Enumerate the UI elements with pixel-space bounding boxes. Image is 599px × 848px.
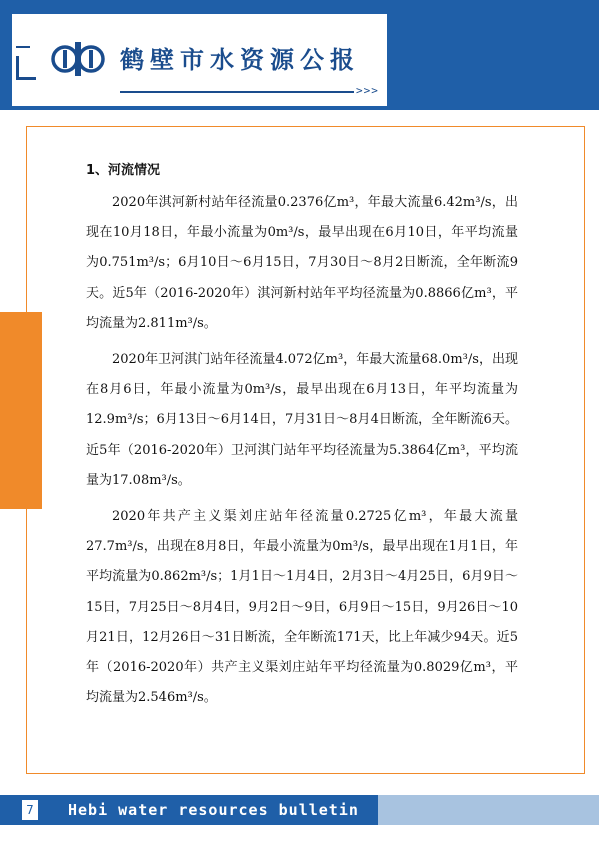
page-number: 7 — [21, 799, 39, 821]
header-arrows: >>> — [356, 84, 379, 97]
header-decoration — [16, 46, 30, 48]
main-content — [86, 158, 518, 713]
section-heading: 1、河流情况 — [86, 163, 161, 178]
footer-title: Hebi water resources bulletin — [68, 801, 359, 819]
publication-title: 鹤壁市水资源公报 — [120, 46, 360, 74]
header-rule — [120, 91, 354, 93]
header-decoration — [16, 56, 36, 80]
paragraph-qihe-xincun: 2020年淇河新村站年径流量0.2376亿m³，年最大流量6.42m³/s，出现在10月18日，年最小流量为0m³/s，最早出现在6月10日，年平均流量为0.751m³/s；6月10日～6月15日，7月30日～8月2日断流，全年断流9天。近5年（2016-2020年）淇河新村站年平均径流量为0.8866亿m³，平均流量为2.811m³/s。 — [86, 195, 518, 331]
side-accent-tab — [0, 312, 42, 509]
water-bureau-logo-icon — [50, 36, 106, 82]
paragraph-weihe-qimen: 2020年卫河淇门站年径流量4.072亿m³，年最大流量68.0m³/s，出现在8月6日，年最小流量为0m³/s，最早出现在6月13日，年平均流量为12.9m³/s；6月13日～6月14日，7月31日～8月4日断流，全年断流6天。近5年（2016-2020年）卫河淇门站年平均径流量为5.3864亿m³，平均流量为17.08m³/s。 — [86, 352, 518, 488]
paragraph-gongchanzhuyiqu-liuzhuang: 2020年共产主义渠刘庄站年径流量0.2725亿m³，年最大流量27.7m³/s，出现在8月8日，年最小流量为0m³/s，最早出现在1月1日，年平均流量为0.862m³/s；1月1日～1月4日，2月3日～4月25日，6月9日～15日，7月25日～8月4日，9月2日～9日，6月9日～15日，9月26日～10月21日，12月26日～31日断流，全年断流171天，比上年减少94天。近5年（2016-2020年）共产主义渠刘庄站年平均径流量为0.8029亿m³，平均流量为2.546m³/s。 — [86, 509, 518, 706]
